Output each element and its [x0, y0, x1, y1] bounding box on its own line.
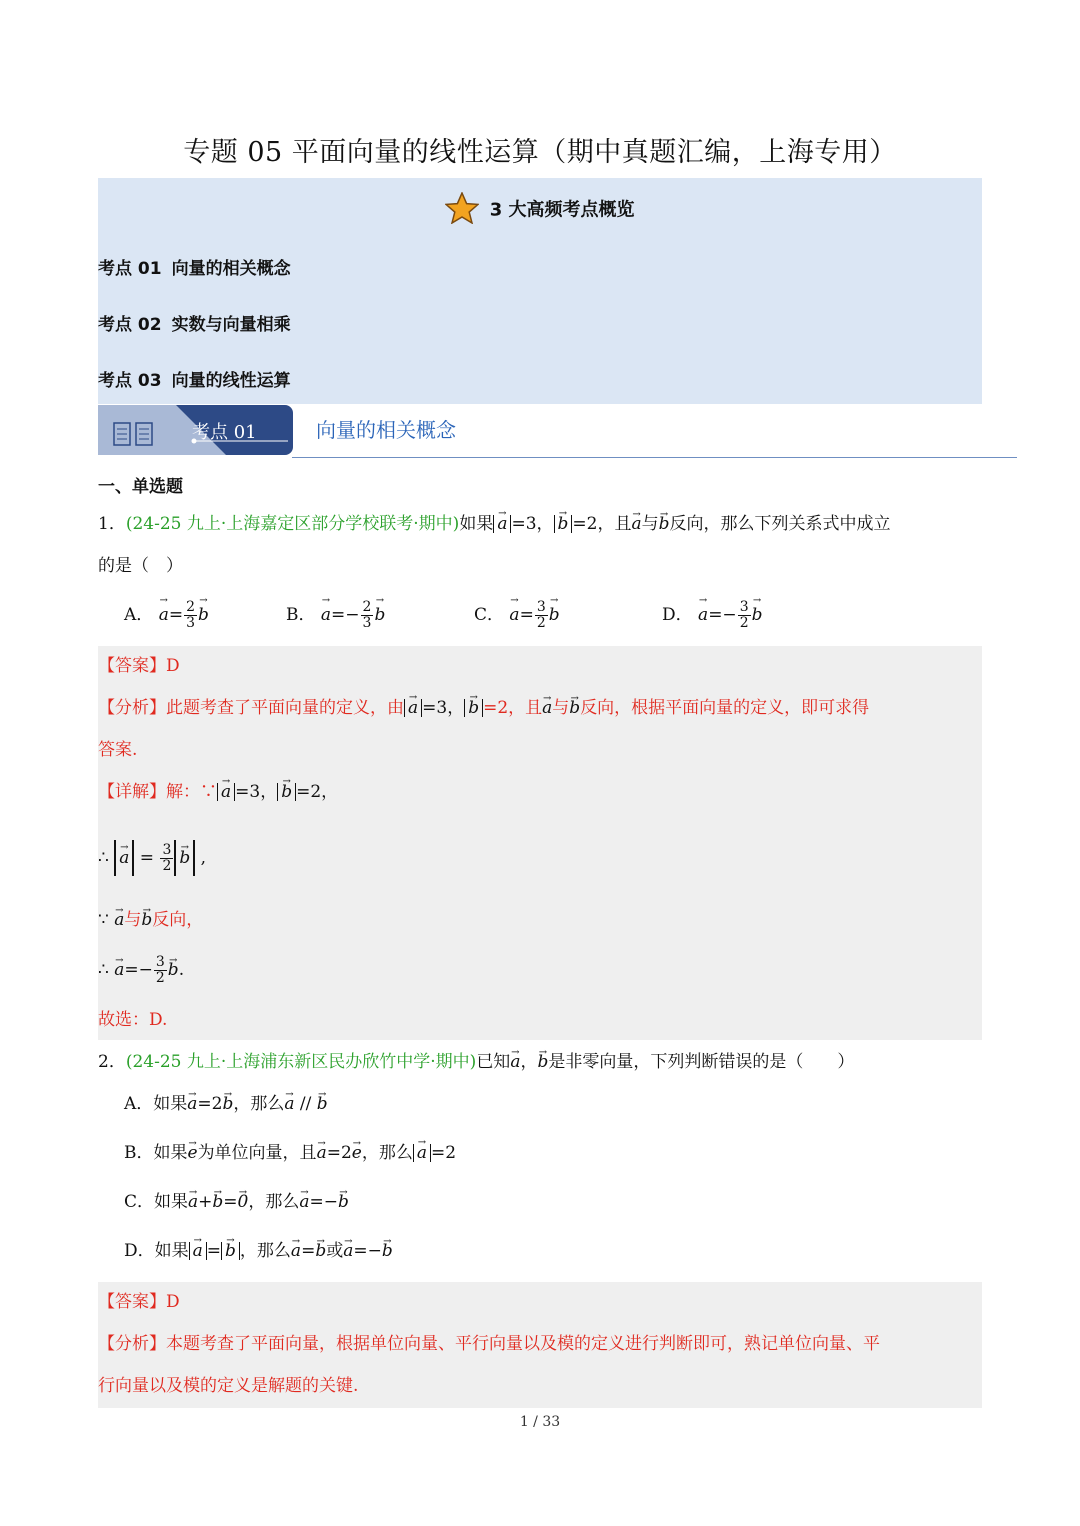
q1-option-b[interactable]: B． → a=− $\frac{2}{3}$ → b — [286, 600, 385, 631]
q1-stem: 1．(24-25 九上·上海嘉定区部分学校联考·期中)如果→ a =3，→ b =2，且→ a与→ b反向，那么下列关系式中成立 — [98, 514, 891, 535]
q2-analysis-continued: 行向量以及模的定义是解题的关键. — [98, 1376, 359, 1396]
overview-box — [98, 178, 982, 404]
q1-stem-continued: 的是（ ） — [98, 556, 183, 576]
q1-analysis: 【分析】此题考查了平面向量的定义，由→ a =3，→ b =2，且→ a与→ b反向，根据平面向量的定义，即可求得 — [98, 698, 869, 719]
q1-option-d[interactable]: D． → a=− $\frac{3}{2}$ → b — [662, 600, 763, 631]
q1-step-direction: ∵ → a与→ b反向， — [98, 910, 203, 931]
q2-analysis: 【分析】本题考查了平面向量，根据单位向量、平行向量以及模的定义进行判断即可，熟记单位向量、平 — [98, 1334, 880, 1354]
star-icon — [445, 192, 479, 229]
q2-answer: 【答案】D — [98, 1292, 180, 1312]
document-title: 专题 05 平面向量的线性运算（期中真题汇编，上海专用） — [183, 137, 897, 168]
overview-item-02[interactable]: 考点 02 实数与向量相乘 — [98, 315, 291, 335]
book-icon — [112, 420, 158, 446]
section-divider — [292, 457, 1017, 458]
overview-header-text: 3 大高频考点概览 — [489, 199, 635, 221]
q1-answer: 【答案】D — [98, 656, 180, 676]
overview-header — [98, 192, 982, 229]
q1-option-c[interactable]: C． → a= $\frac{3}{2}$ → b — [474, 600, 560, 631]
section-title: 向量的相关概念 — [316, 418, 456, 442]
q1-choose: 故选：D. — [98, 1010, 168, 1030]
q2-option-b[interactable]: B．如果→ e为单位向量，且→ a=2→ e，那么→ a =2 — [124, 1143, 456, 1164]
subheading-single-choice: 一、单选题 — [98, 477, 183, 497]
overview-item-03[interactable]: 考点 03 向量的线性运算 — [98, 371, 291, 391]
page-number: 1 / 33 — [519, 1414, 561, 1430]
q2-option-a[interactable]: A．如果→ a=2→ b，那么→ a // → b — [124, 1094, 328, 1115]
q1-option-a[interactable]: A． → a= $\frac{2}{3}$ → b — [124, 600, 209, 631]
q1-step-conclusion: ∴ → a=− $\frac{3}{2}$ → b. — [98, 955, 184, 986]
section-banner-label: 考点 01 — [192, 422, 257, 443]
q1-step-magnitude: ∴ → a = $\frac{3}{2}$ → b , — [98, 840, 206, 876]
q1-analysis-continued: 答案. — [98, 740, 138, 760]
overview-item-01[interactable]: 考点 01 向量的相关概念 — [98, 259, 291, 279]
q1-detail: 【详解】解：∵→ a =3，→ b =2， — [98, 782, 338, 803]
q2-stem: 2．(24-25 九上·上海浦东新区民办欣竹中学·期中)已知→ a，→ b是非零向量，下列判断错误的是（ ） — [98, 1052, 854, 1073]
q2-option-c[interactable]: C．如果→ a+→ b=→ 0，那么→ a=−→ b — [124, 1192, 349, 1213]
q2-option-d[interactable]: D．如果→ a =→ b ，那么→ a=→ b或→ a=−→ b — [124, 1241, 393, 1262]
